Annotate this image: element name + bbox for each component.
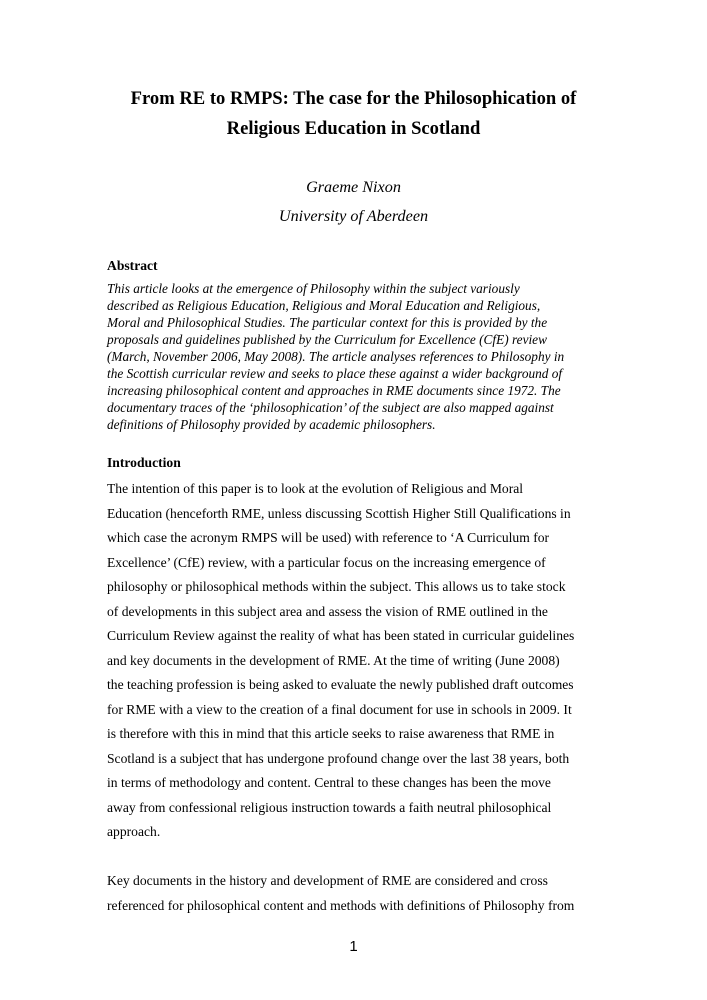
body-line: Education (henceforth RME, unless discussing Scottish Higher Still Qualifications in — [107, 505, 571, 521]
body-line: is therefore with this in mind that this article seeks to raise awareness that RME in — [107, 726, 555, 741]
abstract-line: This article looks at the emergence of Philosophy within the subject variously — [107, 281, 520, 296]
body-line: in terms of methodology and content. Central to these changes has been the move — [107, 775, 551, 790]
abstract-heading: Abstract — [107, 258, 158, 273]
body-line: which case the acronym RMPS will be used) with reference to ‘A Curriculum for — [107, 530, 550, 545]
body-line: Key documents in the history and development of RME are considered and cross — [107, 873, 548, 888]
paper-title-line-2: Religious Education in Scotland — [226, 118, 481, 139]
body-line: for RME with a view to the creation of a final document for use in schools in 2009. It — [107, 701, 572, 717]
abstract-line: described as Religious Education, Religious and Moral Education and Religious, — [107, 298, 541, 313]
body-line: referenced for philosophical content and methods with definitions of Philosophy from — [107, 897, 575, 913]
page-number: 1 — [349, 938, 358, 955]
body-line: philosophy or philosophical methods within the subject. This allows us to take stock — [107, 579, 566, 594]
abstract-line: definitions of Philosophy provided by academic philosophers. — [107, 417, 436, 432]
body-line: The intention of this paper is to look at the evolution of Religious and Moral — [107, 481, 524, 496]
body-line: the teaching profession is being asked to evaluate the newly published draft outcomes — [107, 677, 574, 692]
author-name: Graeme Nixon — [306, 178, 401, 196]
abstract-body — [107, 280, 607, 433]
introduction-heading: Introduction — [107, 455, 181, 470]
body-line: Curriculum Review against the reality of what has been stated in curricular guidelines — [107, 628, 575, 643]
abstract-line: increasing philosophical content and approaches in RME documents since 1972. The — [107, 383, 561, 398]
body-line: away from confessional religious instruction towards a faith neutral philosophical — [107, 799, 552, 815]
body-line: of developments in this subject area and assess the vision of RME outlined in the — [107, 603, 548, 619]
introduction-paragraph-2 — [107, 869, 607, 918]
abstract-line: (March, November 2006, May 2008). The article analyses references to Philosophy in — [107, 349, 565, 364]
body-line: Scotland is a subject that has undergone profound change over the last 38 years, both — [107, 750, 570, 766]
body-line: Excellence’ (CfE) review, with a particular focus on the increasing emergence of — [107, 554, 546, 570]
paper-title-line-1: From RE to RMPS: The case for the Philosophication of — [130, 88, 577, 109]
abstract-line: Moral and Philosophical Studies. The particular context for this is provided by the — [107, 315, 548, 330]
author-affiliation: University of Aberdeen — [278, 207, 429, 225]
introduction-paragraph-1 — [107, 477, 607, 845]
body-line: and key documents in the development of RME. At the time of writing (June 2008) — [107, 652, 560, 668]
abstract-line: the Scottish curricular review and seeks to place these against a wider background of — [107, 366, 563, 381]
abstract-line: proposals and guidelines published by the Curriculum for Excellence (CfE) review — [107, 332, 547, 347]
abstract-line: documentary traces of the ‘philosophication’ of the subject are also mapped against — [107, 400, 554, 415]
body-line: approach. — [107, 824, 161, 839]
